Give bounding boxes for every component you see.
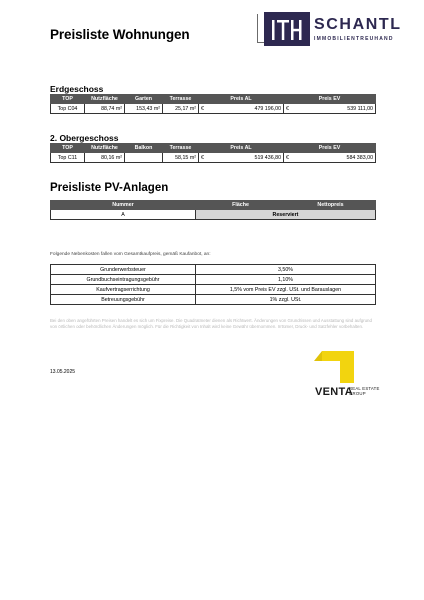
- cell-cost-value: 1,5% vom Preis EV zzgl. USt. und Barauslagen: [196, 285, 376, 295]
- cell-currency: €: [199, 104, 207, 114]
- table-row: [51, 285, 376, 295]
- table-row: [51, 153, 376, 163]
- obergeschoss-table: [50, 143, 376, 163]
- cell-preis-al: 519 436,80: [207, 153, 284, 163]
- cell-garten: 153,43 m²: [125, 104, 163, 114]
- column-header: Preis EV: [284, 95, 376, 104]
- cell-preis-ev: 539 111,00: [292, 104, 376, 114]
- disclaimer-text: Bei den oben angeführten Preisen handelt es sich um Fixpreise. Die Quadratmeter dienen als Richtwert. Änderungen von Grundrissen und Ausstattung sind aufgrund von örtlichen oder behördlichen Änderungen möglich. Für die Richtigkeit von Inhalt wird keine Gewähr übernommen. Irrtümer, Druck- und Satzfehler vorbehalten.: [50, 318, 372, 329]
- nebenkosten-intro: Folgende Nebenkosten fallen vom Gesamtkaufpreis, gemäß Kaufanbot, an:: [50, 252, 211, 257]
- venta-sub-line2: GROUP: [349, 391, 366, 396]
- column-header: Nutzfläche: [85, 95, 125, 104]
- schantl-logo-mark: [264, 12, 310, 46]
- schantl-logo-name: SCHANTL: [314, 16, 402, 33]
- cell-top: Top C04: [51, 104, 85, 114]
- cell-nutzflaeche: 80,16 m²: [85, 153, 125, 163]
- cell-preis-al: 479 196,00: [207, 104, 284, 114]
- pv-table: [50, 200, 376, 220]
- schantl-logo-subtitle: IMMOBILIENTREUHAND: [314, 36, 394, 42]
- cell-cost-value: 1% zzgl. USt.: [196, 295, 376, 305]
- cell-terrasse: 58,15 m²: [163, 153, 199, 163]
- column-header: TOP: [51, 144, 85, 153]
- column-header: Preis EV: [284, 144, 376, 153]
- table-row: [51, 104, 376, 114]
- cell-currency: €: [284, 153, 292, 163]
- nebenkosten-table: [50, 264, 376, 305]
- page-title: Preisliste Wohnungen: [50, 27, 190, 42]
- cell-preis-ev: 584 383,00: [292, 153, 376, 163]
- table-row: [51, 275, 376, 285]
- column-header: Fläche: [196, 201, 286, 210]
- cell-terrasse: 25,17 m²: [163, 104, 199, 114]
- cell-currency: €: [284, 104, 292, 114]
- pv-heading: Preisliste PV-Anlagen: [50, 182, 169, 194]
- venta-logo-subtitle: [349, 386, 380, 396]
- table-header-row: [51, 95, 376, 104]
- cell-cost-label: Grunderwerbsteuer: [51, 265, 196, 275]
- table-row: [51, 295, 376, 305]
- cell-cost-label: Betreuungsgebühr: [51, 295, 196, 305]
- logo-bracket-line: [257, 14, 264, 43]
- cell-nummer: A: [51, 210, 196, 220]
- column-header: Terrasse: [163, 144, 199, 153]
- erdgeschoss-table: [50, 94, 376, 114]
- document-date: 13.05.2025: [50, 369, 76, 375]
- column-header: Balkon: [125, 144, 163, 153]
- venta-sub-line1: REAL ESTATE: [349, 386, 380, 391]
- venta-logo-word: VENTA: [315, 386, 353, 398]
- cell-cost-value: 1,10%: [196, 275, 376, 285]
- cell-currency: €: [199, 153, 207, 163]
- cell-cost-value: 3,50%: [196, 265, 376, 275]
- column-header: Nummer: [51, 201, 196, 210]
- cell-cost-label: Grundbuchseintragungsgebühr: [51, 275, 196, 285]
- cell-cost-label: Kaufvertragserrichtung: [51, 285, 196, 295]
- cell-top: Top C11: [51, 153, 85, 163]
- column-header: Preis AL: [199, 95, 284, 104]
- column-header: Preis AL: [199, 144, 284, 153]
- table-header-row: [51, 144, 376, 153]
- obergeschoss-heading: 2. Obergeschoss: [50, 133, 119, 143]
- column-header: TOP: [51, 95, 85, 104]
- status-badge: Reserviert: [196, 210, 376, 220]
- column-header: Terrasse: [163, 95, 199, 104]
- cell-nutzflaeche: 88,74 m²: [85, 104, 125, 114]
- column-header: Nettopreis: [286, 201, 376, 210]
- table-row: [51, 265, 376, 275]
- cell-balkon: [125, 153, 163, 163]
- column-header: Garten: [125, 95, 163, 104]
- table-header-row: [51, 201, 376, 210]
- venta-logo-mark: [314, 351, 358, 390]
- column-header: Nutzfläche: [85, 144, 125, 153]
- table-row: [51, 210, 376, 220]
- erdgeschoss-heading: Erdgeschoss: [50, 84, 104, 94]
